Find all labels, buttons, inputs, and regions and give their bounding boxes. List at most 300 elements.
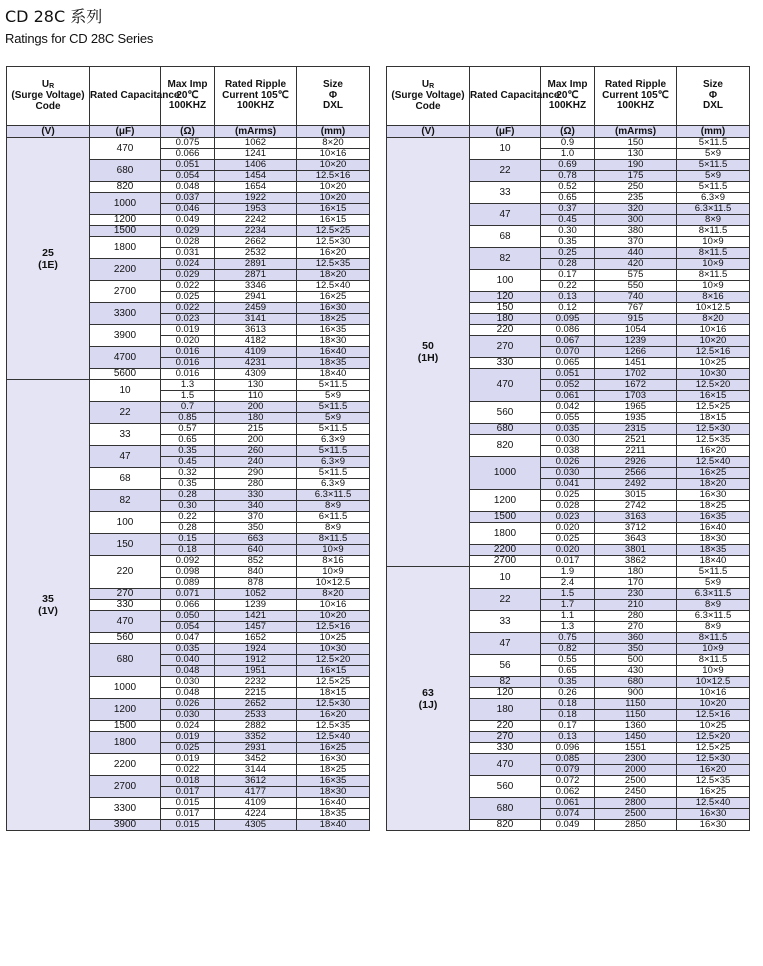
size-cell: 6.3×11.5	[297, 490, 370, 501]
impedance-cell: 1.3	[541, 622, 595, 633]
size-cell: 12.5×40	[677, 457, 750, 468]
capacitance-cell: 3300	[90, 303, 161, 325]
ripple-cell: 370	[215, 512, 297, 523]
ripple-cell: 2850	[595, 820, 677, 831]
ripple-cell: 2652	[215, 699, 297, 710]
ripple-cell: 300	[595, 215, 677, 226]
ripple-cell: 2926	[595, 457, 677, 468]
size-cell: 12.5×20	[677, 380, 750, 391]
ripple-cell: 110	[215, 391, 297, 402]
capacitance-cell: 820	[90, 182, 161, 193]
header-row	[7, 67, 370, 126]
unit-cell: (mArms)	[595, 126, 677, 138]
impedance-cell: 0.023	[541, 512, 595, 523]
capacitance-cell: 220	[470, 721, 541, 732]
impedance-cell: 0.025	[161, 743, 215, 754]
capacitance-cell: 22	[90, 402, 161, 424]
size-cell: 8×9	[297, 501, 370, 512]
ripple-cell: 1652	[215, 633, 297, 644]
impedance-cell: 0.32	[161, 468, 215, 479]
size-cell: 6.3×11.5	[677, 204, 750, 215]
capacitance-cell: 1800	[470, 523, 541, 545]
impedance-cell: 0.016	[161, 358, 215, 369]
ripple-cell: 4231	[215, 358, 297, 369]
impedance-cell: 0.048	[161, 666, 215, 677]
ripple-cell: 550	[595, 281, 677, 292]
ripple-cell: 4305	[215, 820, 297, 831]
size-cell: 18×40	[297, 369, 370, 380]
unit-cell: (V)	[387, 126, 470, 138]
size-cell: 5×11.5	[677, 160, 750, 171]
impedance-cell: 0.017	[541, 556, 595, 567]
impedance-cell: 0.17	[541, 721, 595, 732]
ripple-cell: 2300	[595, 754, 677, 765]
header-impedance: Max Imp 20℃ 100KHZ	[161, 67, 215, 126]
capacitance-cell: 560	[470, 776, 541, 798]
ripple-cell: 2500	[595, 776, 677, 787]
impedance-cell: 0.020	[541, 523, 595, 534]
impedance-cell: 0.072	[541, 776, 595, 787]
units-row	[7, 126, 370, 138]
size-cell: 10×9	[677, 259, 750, 270]
ripple-cell: 2000	[595, 765, 677, 776]
page-title: CD 28C 系列	[5, 7, 103, 26]
impedance-cell: 0.75	[541, 633, 595, 644]
ripple-cell: 3452	[215, 754, 297, 765]
ripple-cell: 1451	[595, 358, 677, 369]
ripple-cell: 200	[215, 402, 297, 413]
impedance-cell: 0.050	[161, 611, 215, 622]
capacitance-cell: 56	[470, 655, 541, 677]
size-cell: 10×30	[297, 644, 370, 655]
impedance-cell: 0.026	[161, 699, 215, 710]
size-cell: 16×20	[297, 248, 370, 259]
capacitance-cell: 1200	[470, 490, 541, 512]
header-voltage: $U_R$ (Surge Voltage) Code	[7, 67, 90, 126]
ripple-cell: 380	[595, 226, 677, 237]
impedance-cell: 0.062	[541, 787, 595, 798]
ripple-cell: 130	[595, 149, 677, 160]
impedance-cell: 0.025	[541, 490, 595, 501]
impedance-cell: 0.35	[541, 677, 595, 688]
ripple-cell: 2450	[595, 787, 677, 798]
ripple-cell: 740	[595, 292, 677, 303]
size-cell: 10×25	[677, 721, 750, 732]
impedance-cell: 0.020	[541, 545, 595, 556]
capacitance-cell: 1200	[90, 699, 161, 721]
ripple-cell: 1965	[595, 402, 677, 413]
impedance-cell: 0.45	[541, 215, 595, 226]
ripple-cell: 1551	[595, 743, 677, 754]
size-cell: 18×25	[297, 765, 370, 776]
ripple-cell: 640	[215, 545, 297, 556]
impedance-cell: 0.029	[161, 226, 215, 237]
capacitance-cell: 1800	[90, 237, 161, 259]
ripple-cell: 2459	[215, 303, 297, 314]
impedance-cell: 0.061	[541, 798, 595, 809]
ripple-cell: 4109	[215, 347, 297, 358]
capacitance-cell: 680	[470, 798, 541, 820]
size-cell: 18×15	[677, 413, 750, 424]
ripple-cell: 2742	[595, 501, 677, 512]
size-cell: 12.5×35	[677, 435, 750, 446]
size-cell: 10×20	[677, 336, 750, 347]
ripple-cell: 280	[215, 479, 297, 490]
ripple-cell: 290	[215, 468, 297, 479]
ripple-cell: 1241	[215, 149, 297, 160]
ripple-cell: 878	[215, 578, 297, 589]
impedance-cell: 0.45	[161, 457, 215, 468]
size-cell: 16×15	[297, 204, 370, 215]
impedance-cell: 0.049	[161, 215, 215, 226]
impedance-cell: 0.051	[161, 160, 215, 171]
unit-cell: (mm)	[677, 126, 750, 138]
size-cell: 12.5×16	[677, 710, 750, 721]
size-cell: 5×9	[297, 413, 370, 424]
capacitance-cell: 820	[470, 820, 541, 831]
size-cell: 16×25	[297, 743, 370, 754]
ripple-cell: 180	[595, 567, 677, 578]
size-cell: 10×9	[677, 281, 750, 292]
ripple-cell: 1454	[215, 171, 297, 182]
ripple-cell: 330	[215, 490, 297, 501]
impedance-cell: 0.024	[161, 259, 215, 270]
size-cell: 16×35	[297, 776, 370, 787]
size-cell: 18×35	[677, 545, 750, 556]
impedance-cell: 0.022	[161, 281, 215, 292]
capacitance-cell: 100	[470, 270, 541, 292]
size-cell: 18×40	[677, 556, 750, 567]
impedance-cell: 1.7	[541, 600, 595, 611]
impedance-cell: 0.28	[161, 490, 215, 501]
voltage-value: 35	[42, 593, 54, 605]
impedance-cell: 0.024	[161, 721, 215, 732]
voltage-group-cell	[387, 567, 470, 831]
size-cell: 18×20	[677, 479, 750, 490]
capacitance-cell: 100	[90, 512, 161, 534]
impedance-cell: 0.066	[161, 149, 215, 160]
capacitance-cell: 1200	[90, 215, 161, 226]
size-cell: 12.5×40	[677, 798, 750, 809]
ripple-cell: 1054	[595, 325, 677, 336]
ripple-cell: 3712	[595, 523, 677, 534]
size-cell: 10×20	[297, 160, 370, 171]
capacitance-cell: 1500	[90, 721, 161, 732]
impedance-cell: 0.065	[541, 358, 595, 369]
impedance-cell: 0.074	[541, 809, 595, 820]
capacitance-cell: 560	[90, 633, 161, 644]
impedance-cell: 0.028	[541, 501, 595, 512]
voltage-group-cell	[387, 138, 470, 567]
size-cell: 8×20	[297, 138, 370, 149]
size-cell: 10×12.5	[677, 677, 750, 688]
size-cell: 8×11.5	[677, 655, 750, 666]
capacitance-cell: 150	[90, 534, 161, 556]
ripple-cell: 915	[595, 314, 677, 325]
impedance-cell: 0.65	[541, 193, 595, 204]
ripple-cell: 1672	[595, 380, 677, 391]
capacitance-cell: 10	[90, 380, 161, 402]
unit-cell: (μF)	[470, 126, 541, 138]
impedance-cell: 0.18	[161, 545, 215, 556]
capacitance-cell: 3300	[90, 798, 161, 820]
impedance-cell: 0.030	[541, 435, 595, 446]
impedance-cell: 0.57	[161, 424, 215, 435]
size-cell: 12.5×30	[297, 237, 370, 248]
ripple-cell: 1239	[595, 336, 677, 347]
capacitance-cell: 470	[470, 754, 541, 776]
ripple-cell: 3352	[215, 732, 297, 743]
ripple-cell: 4182	[215, 336, 297, 347]
impedance-cell: 0.061	[541, 391, 595, 402]
size-cell: 12.5×35	[677, 776, 750, 787]
capacitance-cell: 10	[470, 567, 541, 589]
size-cell: 18×30	[297, 787, 370, 798]
size-cell: 18×35	[297, 809, 370, 820]
impedance-cell: 0.067	[541, 336, 595, 347]
table-row	[387, 138, 750, 149]
size-cell: 18×25	[677, 501, 750, 512]
ripple-cell: 210	[595, 600, 677, 611]
capacitance-cell: 560	[470, 402, 541, 424]
capacitance-cell: 47	[90, 446, 161, 468]
size-cell: 18×20	[297, 270, 370, 281]
header-voltage: $U_R$ (Surge Voltage) Code	[387, 67, 470, 126]
ripple-cell: 2941	[215, 292, 297, 303]
impedance-cell: 0.030	[161, 677, 215, 688]
impedance-cell: 0.25	[541, 248, 595, 259]
impedance-cell: 0.016	[161, 369, 215, 380]
ripple-cell: 1702	[595, 369, 677, 380]
size-cell: 6.3×11.5	[677, 589, 750, 600]
impedance-cell: 0.085	[541, 754, 595, 765]
impedance-cell: 0.28	[541, 259, 595, 270]
size-cell: 5×11.5	[297, 402, 370, 413]
impedance-cell: 0.052	[541, 380, 595, 391]
units-row	[387, 126, 750, 138]
impedance-cell: 0.019	[161, 732, 215, 743]
capacitance-cell: 33	[470, 182, 541, 204]
impedance-cell: 0.017	[161, 787, 215, 798]
capacitance-cell: 5600	[90, 369, 161, 380]
impedance-cell: 0.12	[541, 303, 595, 314]
ripple-cell: 190	[595, 160, 677, 171]
size-cell: 12.5×16	[297, 171, 370, 182]
size-cell: 16×40	[297, 798, 370, 809]
header-size: Size Φ DXL	[297, 67, 370, 126]
impedance-cell: 0.26	[541, 688, 595, 699]
size-cell: 5×11.5	[297, 446, 370, 457]
size-cell: 16×30	[677, 490, 750, 501]
ripple-cell: 1654	[215, 182, 297, 193]
size-cell: 8×11.5	[677, 270, 750, 281]
size-cell: 10×9	[297, 545, 370, 556]
impedance-cell: 0.038	[541, 446, 595, 457]
size-cell: 16×15	[677, 391, 750, 402]
impedance-cell: 0.028	[161, 237, 215, 248]
impedance-cell: 0.037	[161, 193, 215, 204]
size-cell: 8×9	[677, 600, 750, 611]
ripple-cell: 360	[595, 633, 677, 644]
header-row	[387, 67, 750, 126]
ripple-cell: 1951	[215, 666, 297, 677]
voltage-value: 50	[422, 340, 434, 352]
ripple-cell: 1703	[595, 391, 677, 402]
ripple-cell: 1360	[595, 721, 677, 732]
impedance-cell: 0.047	[161, 633, 215, 644]
size-cell: 12.5×40	[297, 732, 370, 743]
capacitance-cell: 1800	[90, 732, 161, 754]
size-cell: 16×15	[297, 666, 370, 677]
impedance-cell: 0.22	[541, 281, 595, 292]
impedance-cell: 0.18	[541, 699, 595, 710]
ripple-cell: 1935	[595, 413, 677, 424]
impedance-cell: 2.4	[541, 578, 595, 589]
capacitance-cell: 68	[90, 468, 161, 490]
size-cell: 10×9	[677, 644, 750, 655]
size-cell: 5×11.5	[297, 424, 370, 435]
ripple-cell: 180	[215, 413, 297, 424]
size-cell: 12.5×25	[297, 677, 370, 688]
ripple-cell: 2891	[215, 259, 297, 270]
ripple-cell: 240	[215, 457, 297, 468]
size-cell: 6.3×9	[297, 479, 370, 490]
ripple-cell: 350	[595, 644, 677, 655]
size-cell: 6.3×11.5	[677, 611, 750, 622]
size-cell: 12.5×40	[297, 281, 370, 292]
header-impedance: Max Imp 20℃ 100KHZ	[541, 67, 595, 126]
size-cell: 16×30	[297, 303, 370, 314]
capacitance-cell: 120	[470, 688, 541, 699]
impedance-cell: 0.030	[541, 468, 595, 479]
capacitance-cell: 2200	[90, 259, 161, 281]
unit-cell: (V)	[7, 126, 90, 138]
size-cell: 5×9	[677, 171, 750, 182]
size-cell: 16×15	[297, 215, 370, 226]
size-cell: 8×11.5	[677, 633, 750, 644]
capacitance-cell: 180	[470, 699, 541, 721]
impedance-cell: 0.37	[541, 204, 595, 215]
impedance-cell: 0.046	[161, 204, 215, 215]
ripple-cell: 2931	[215, 743, 297, 754]
voltage-code: (1J)	[418, 698, 438, 711]
size-cell: 8×16	[677, 292, 750, 303]
size-cell: 8×9	[677, 215, 750, 226]
capacitance-cell: 2200	[470, 545, 541, 556]
impedance-cell: 0.079	[541, 765, 595, 776]
size-cell: 16×20	[677, 446, 750, 457]
capacitance-cell: 33	[470, 611, 541, 633]
capacitance-cell: 1500	[470, 512, 541, 523]
unit-cell: (Ω)	[541, 126, 595, 138]
capacitance-cell: 270	[470, 336, 541, 358]
table-row	[7, 380, 370, 391]
capacitance-cell: 120	[470, 292, 541, 303]
ripple-cell: 215	[215, 424, 297, 435]
impedance-cell: 0.070	[541, 347, 595, 358]
ripple-cell: 235	[595, 193, 677, 204]
impedance-cell: 0.015	[161, 820, 215, 831]
ripple-cell: 280	[595, 611, 677, 622]
ripple-cell: 1150	[595, 710, 677, 721]
ripple-cell: 3163	[595, 512, 677, 523]
size-cell: 18×30	[297, 336, 370, 347]
ripple-cell: 3613	[215, 325, 297, 336]
impedance-cell: 1.1	[541, 611, 595, 622]
voltage-code: (1E)	[38, 258, 58, 271]
impedance-cell: 0.041	[541, 479, 595, 490]
size-cell: 8×16	[297, 556, 370, 567]
capacitance-cell: 33	[90, 424, 161, 446]
size-cell: 10×20	[297, 193, 370, 204]
ripple-cell: 2232	[215, 677, 297, 688]
capacitance-cell: 470	[90, 138, 161, 160]
ripple-cell: 840	[215, 567, 297, 578]
size-cell: 6.3×9	[297, 435, 370, 446]
impedance-cell: 0.042	[541, 402, 595, 413]
ripple-cell: 1953	[215, 204, 297, 215]
unit-cell: (μF)	[90, 126, 161, 138]
capacitance-cell: 10	[470, 138, 541, 160]
capacitance-cell: 3900	[90, 820, 161, 831]
capacitance-cell: 82	[470, 677, 541, 688]
ripple-cell: 3862	[595, 556, 677, 567]
size-cell: 10×25	[297, 633, 370, 644]
size-cell: 10×16	[297, 600, 370, 611]
impedance-cell: 0.35	[161, 479, 215, 490]
size-cell: 12.5×25	[677, 743, 750, 754]
size-cell: 12.5×20	[677, 732, 750, 743]
ripple-cell: 4309	[215, 369, 297, 380]
impedance-cell: 0.049	[541, 820, 595, 831]
ripple-cell: 4224	[215, 809, 297, 820]
ripple-cell: 2215	[215, 688, 297, 699]
size-cell: 16×20	[677, 765, 750, 776]
size-cell: 10×25	[677, 358, 750, 369]
impedance-cell: 0.022	[161, 303, 215, 314]
size-cell: 12.5×25	[677, 402, 750, 413]
impedance-cell: 0.85	[161, 413, 215, 424]
size-cell: 12.5×16	[677, 347, 750, 358]
ripple-cell: 1457	[215, 622, 297, 633]
ripple-cell: 680	[595, 677, 677, 688]
capacitance-cell: 2700	[90, 281, 161, 303]
ripple-cell: 260	[215, 446, 297, 457]
size-cell: 8×11.5	[677, 226, 750, 237]
size-cell: 12.5×35	[297, 721, 370, 732]
impedance-cell: 0.019	[161, 325, 215, 336]
size-cell: 16×35	[297, 325, 370, 336]
capacitance-cell: 680	[90, 644, 161, 677]
impedance-cell: 0.055	[541, 413, 595, 424]
size-cell: 12.5×16	[297, 622, 370, 633]
size-cell: 8×20	[677, 314, 750, 325]
header-ripple: Rated Ripple Current 105℃ 100KHZ	[215, 67, 297, 126]
size-cell: 12.5×30	[297, 699, 370, 710]
voltage-code: (1V)	[38, 605, 58, 617]
ripple-cell: 2500	[595, 809, 677, 820]
impedance-cell: 0.30	[541, 226, 595, 237]
impedance-cell: 0.28	[161, 523, 215, 534]
size-cell: 12.5×30	[677, 424, 750, 435]
ripple-cell: 250	[595, 182, 677, 193]
ripple-cell: 2533	[215, 710, 297, 721]
size-cell: 18×15	[297, 688, 370, 699]
ripple-cell: 1150	[595, 699, 677, 710]
size-cell: 10×30	[677, 369, 750, 380]
size-cell: 10×12.5	[297, 578, 370, 589]
capacitance-cell: 220	[90, 556, 161, 589]
